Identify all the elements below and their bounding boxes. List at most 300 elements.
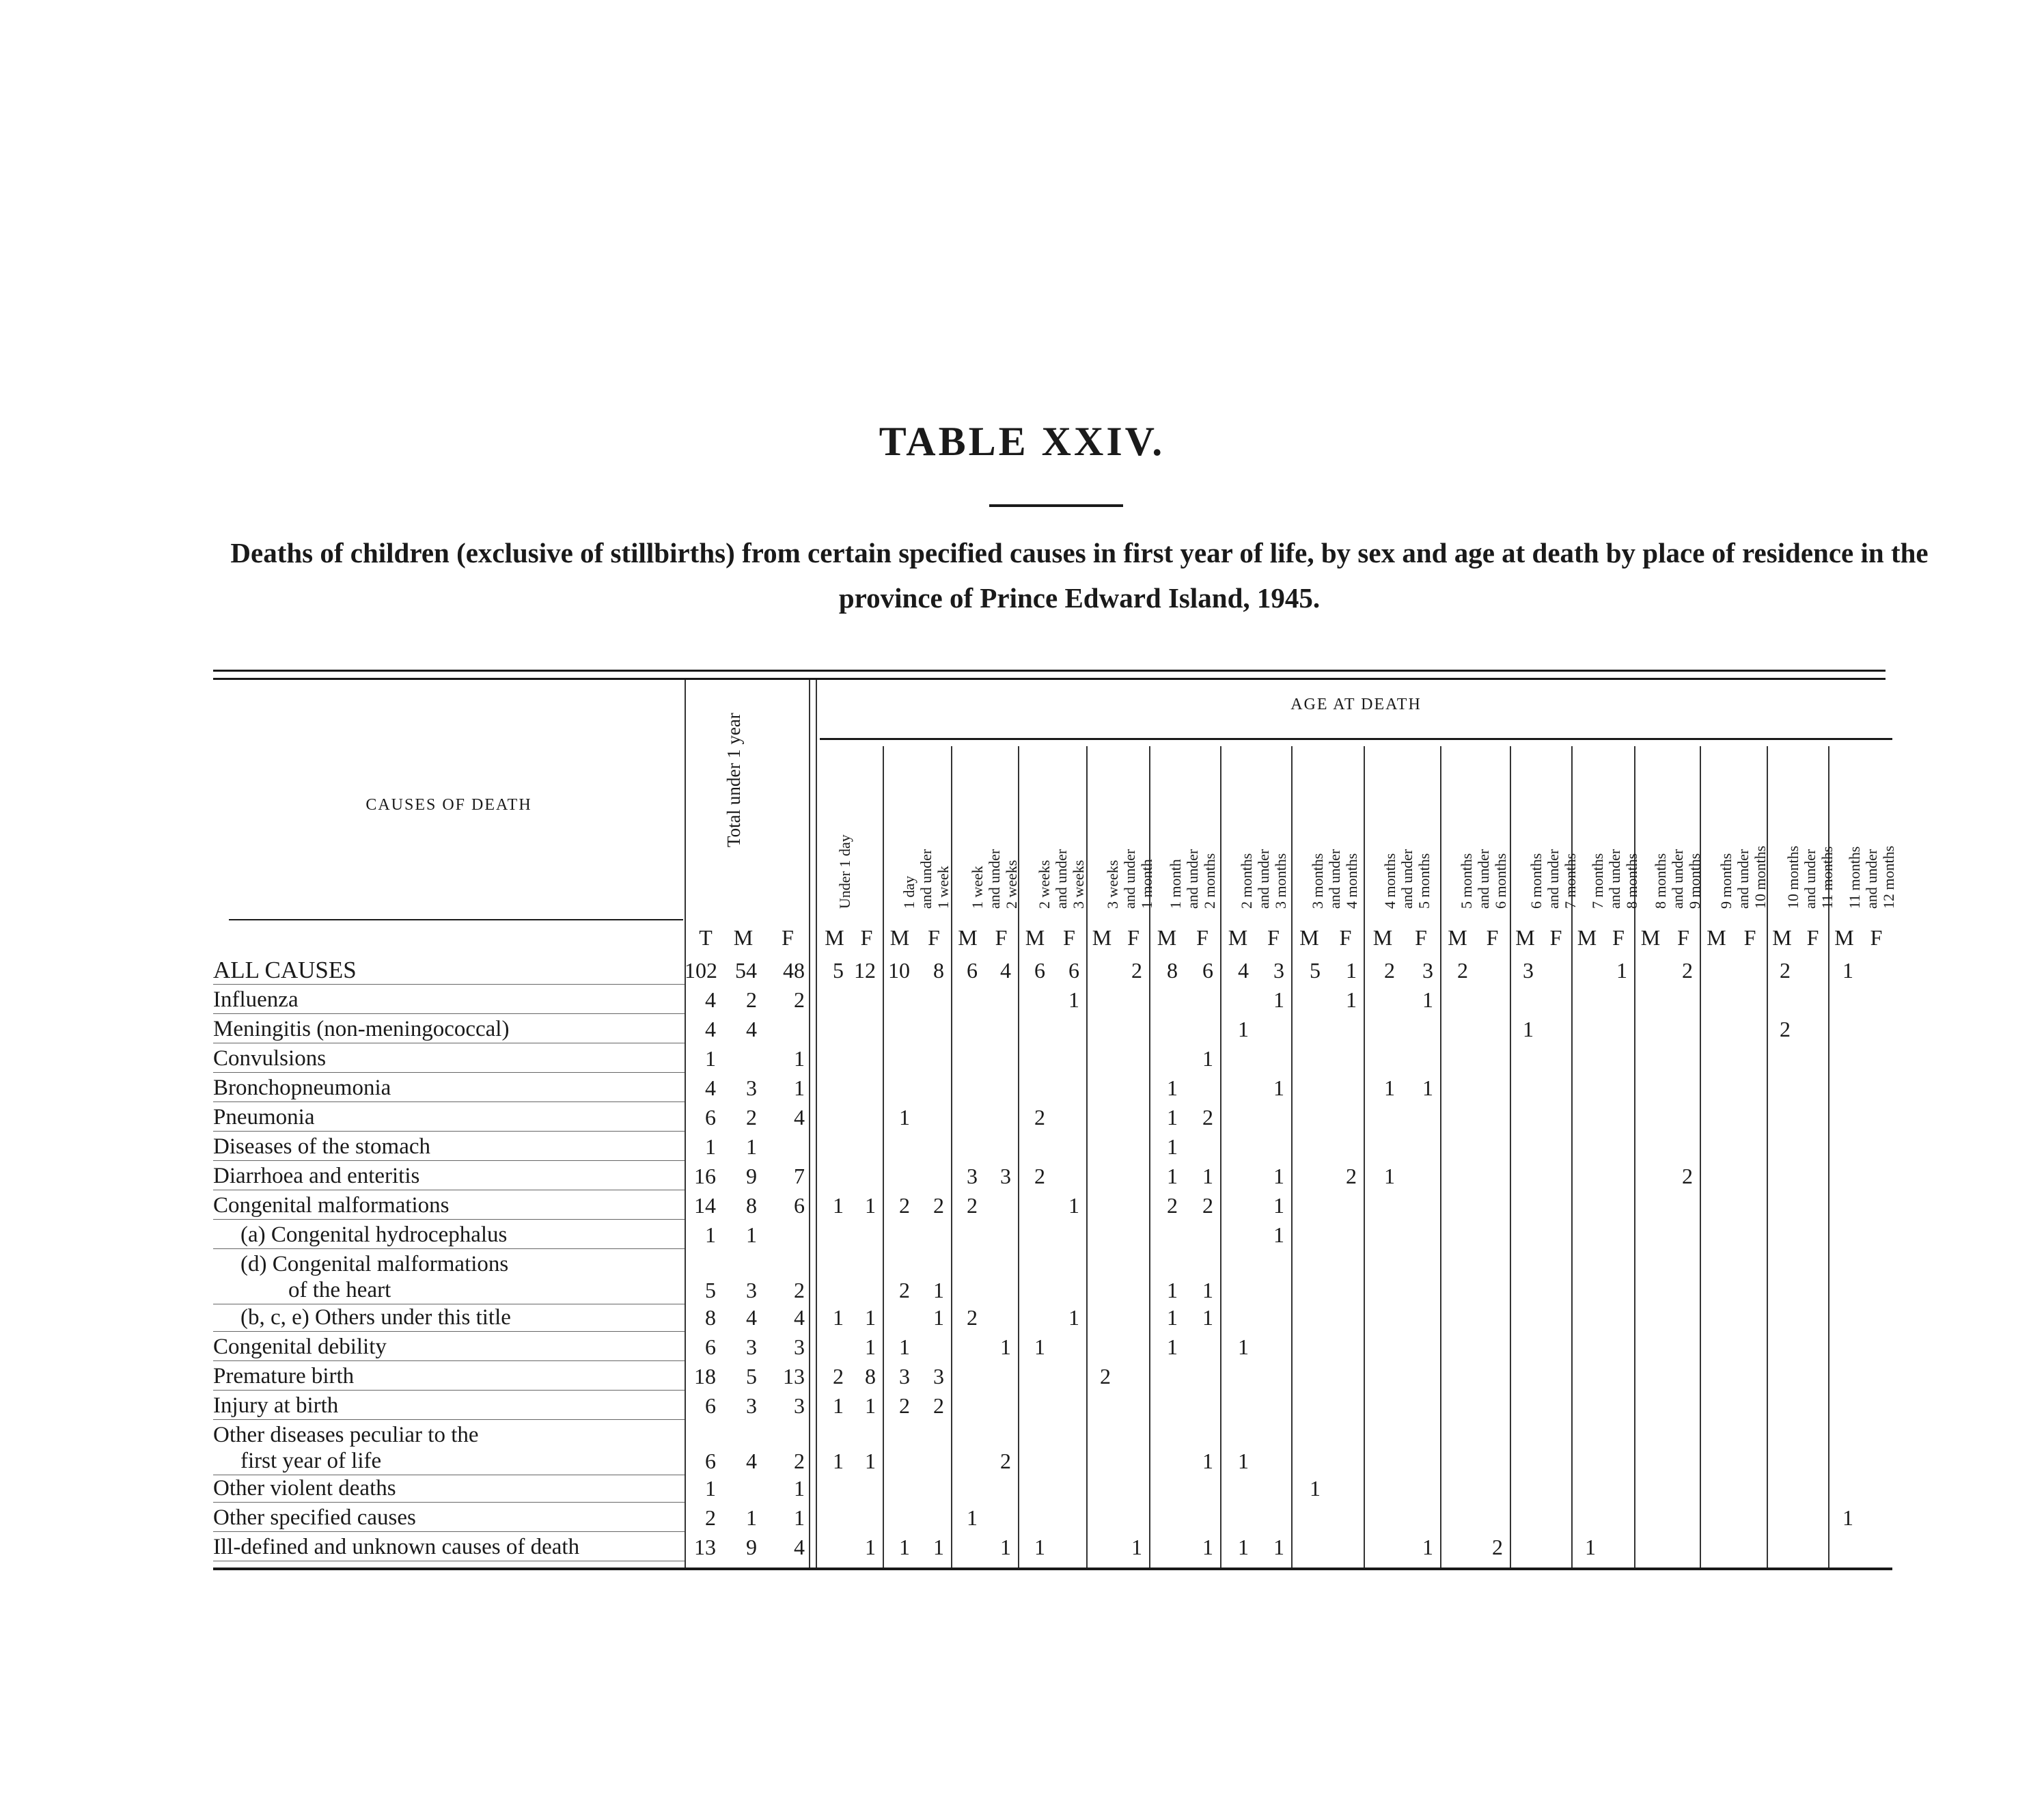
- age-group-label-line: 2 weeks: [1036, 860, 1053, 909]
- cause-label: ALL CAUSES: [213, 957, 357, 983]
- sub-header: M: [1834, 925, 1854, 950]
- table-cell: 1: [1167, 1335, 1178, 1359]
- age-group-label-line: and under: [1735, 849, 1752, 909]
- table-cell: 1: [705, 1476, 716, 1501]
- table-row: [0, 1045, 1817, 1073]
- sub-header: M: [1577, 925, 1597, 950]
- table-cell: 6: [1034, 958, 1045, 983]
- age-group-label-line: and under: [1669, 849, 1686, 909]
- row-rule: [213, 1219, 685, 1220]
- row-rule: [213, 1072, 685, 1073]
- table-cell: 14: [694, 1193, 716, 1218]
- table-cell: 1: [833, 1449, 844, 1473]
- age-group-label-line: and under: [1053, 849, 1070, 909]
- table-cell: 2: [1167, 1193, 1178, 1218]
- table-cell: 1: [1842, 1505, 1853, 1530]
- cause-label: Other specified causes: [213, 1505, 416, 1530]
- table-cell: 1: [1273, 1076, 1284, 1100]
- table-cell: 1: [1384, 1164, 1395, 1188]
- table-title: TABLE XXIV.: [879, 419, 1165, 464]
- table-cell: 4: [705, 1076, 716, 1100]
- table-cell: 1: [746, 1134, 757, 1159]
- sub-header: F: [928, 925, 940, 950]
- table-cell: 2: [1000, 1449, 1011, 1473]
- table-cell: 2: [1492, 1535, 1503, 1559]
- age-group-label-line: 8 months: [1623, 853, 1640, 909]
- table-cell: 2: [746, 987, 757, 1012]
- table-cell: 1: [705, 1222, 716, 1247]
- sub-header: M: [825, 925, 844, 950]
- table-cell: 9: [746, 1535, 757, 1559]
- age-group-label-line: 11 months: [1819, 846, 1836, 909]
- age-group-label-line: 9 months: [1717, 853, 1735, 909]
- table-cell: 2: [967, 1305, 978, 1330]
- table-cell: 1: [1238, 1449, 1249, 1473]
- cause-label: Congenital malformations: [213, 1193, 450, 1218]
- row-rule: [213, 1502, 685, 1503]
- title-rule: [989, 504, 1123, 507]
- age-group-label-line: 10 months: [1784, 845, 1801, 909]
- age-group-label-line: 3 months: [1309, 853, 1326, 909]
- age-group-label: [1036, 752, 1087, 909]
- table-cell: 13: [694, 1535, 716, 1559]
- table-cell: 1: [705, 1134, 716, 1159]
- table-cell: 2: [746, 1105, 757, 1130]
- table-cell: 1: [1523, 1017, 1534, 1041]
- table-row: [0, 957, 1853, 985]
- table-cell: 8: [1167, 958, 1178, 983]
- sub-header: M: [1515, 925, 1535, 950]
- table-cell: 1: [1202, 1278, 1213, 1302]
- age-group-label: [1784, 752, 1836, 909]
- table-cell: 1: [1842, 958, 1853, 983]
- sub-header: F: [860, 925, 873, 950]
- table-cell: 8: [746, 1193, 757, 1218]
- table-cell: 3: [1422, 958, 1433, 983]
- sub-header: M: [1640, 925, 1661, 950]
- row-rule: [213, 1390, 685, 1391]
- table-cell: 1: [794, 1476, 805, 1501]
- sub-header: F: [1127, 925, 1140, 950]
- table-cell: 1: [1167, 1076, 1178, 1100]
- table-cell: 3: [1000, 1164, 1011, 1188]
- age-group-label-line: and under: [986, 849, 1003, 909]
- sub-header: M: [889, 925, 910, 950]
- table-cell: 2: [899, 1393, 910, 1418]
- age-group-label-line: 2 months: [1238, 853, 1255, 909]
- age-group-label: [1528, 752, 1579, 909]
- cause-label: (b, c, e) Others under this title: [240, 1305, 511, 1330]
- row-rule: [213, 1419, 685, 1420]
- table-cell: 1: [1273, 1222, 1284, 1247]
- sub-header: F: [1743, 925, 1756, 950]
- age-group-label: [1717, 752, 1769, 909]
- age-group-label: [1846, 752, 1897, 909]
- table-cell: 1: [1167, 1278, 1178, 1302]
- age-group-label-line: 4 months: [1343, 853, 1360, 909]
- row-rule: [213, 1331, 685, 1332]
- table-cell: 1: [1384, 1076, 1395, 1100]
- age-group-label-line: and under: [1801, 849, 1819, 909]
- sub-header: M: [958, 925, 978, 950]
- cause-label: Influenza: [213, 987, 299, 1012]
- table-cell: 2: [794, 1278, 805, 1302]
- sub-header: F: [1806, 925, 1819, 950]
- table-cell: 1: [1273, 987, 1284, 1012]
- table-cell: 2: [1034, 1164, 1045, 1188]
- table-cell: 1: [794, 1076, 805, 1100]
- table-row: [0, 1015, 1817, 1044]
- table-cell: 48: [783, 958, 805, 983]
- table-cell: 1: [746, 1222, 757, 1247]
- table-cell: 1: [794, 1505, 805, 1530]
- table-cell: 4: [794, 1535, 805, 1559]
- table-row: [0, 1533, 1817, 1562]
- age-group-label-line: 1 week: [969, 866, 986, 909]
- table-cell: 4: [705, 987, 716, 1012]
- age-group-label: [1381, 752, 1433, 909]
- table-cell: 1: [933, 1278, 944, 1302]
- age-group-label-line: 5 months: [1415, 853, 1433, 909]
- table-cell: 2: [1780, 958, 1791, 983]
- table-row: [0, 1104, 1817, 1132]
- table-cell: 3: [1273, 958, 1284, 983]
- age-group-label: [1458, 752, 1509, 909]
- table-cell: 1: [933, 1535, 944, 1559]
- table-cell: 2: [1682, 1164, 1693, 1188]
- age-group-label-line: 5 months: [1458, 853, 1475, 909]
- table-cell: 2: [1346, 1164, 1357, 1188]
- table-cell: 3: [899, 1364, 910, 1388]
- table-cell: 1: [833, 1393, 844, 1418]
- table-cell: 1: [1238, 1535, 1249, 1559]
- table-cell: 1: [865, 1305, 876, 1330]
- cause-label: Ill-defined and unknown causes of death: [213, 1535, 580, 1559]
- table-cell: 1: [1202, 1535, 1213, 1559]
- table-cell: 18: [694, 1364, 716, 1388]
- table-cell: 4: [746, 1017, 757, 1041]
- sub-header: M: [1772, 925, 1792, 950]
- row-rule: [213, 1131, 685, 1132]
- bottom-rule: [213, 1568, 1892, 1570]
- table-cell: 1: [1238, 1017, 1249, 1041]
- cause-label: Bronchopneumonia: [213, 1076, 391, 1100]
- table-cell: 1: [1310, 1476, 1321, 1501]
- table-cell: 4: [705, 1017, 716, 1041]
- table-row: [0, 1162, 1817, 1191]
- table-cell: 1: [1068, 1193, 1079, 1218]
- table-cell: 10: [888, 958, 910, 983]
- table-cell: 102: [685, 958, 717, 983]
- table-cell: 6: [967, 958, 978, 983]
- table-cell: 1: [1167, 1305, 1178, 1330]
- table-cell: 3: [794, 1393, 805, 1418]
- table-cell: 3: [933, 1364, 944, 1388]
- table-cell: 3: [746, 1076, 757, 1100]
- table-cell: 4: [1238, 958, 1249, 983]
- sub-header: M: [1372, 925, 1393, 950]
- table-cell: 2: [1384, 958, 1395, 983]
- age-group-label-line: 1 month: [1138, 859, 1155, 909]
- table-cell: 6: [705, 1105, 716, 1130]
- age-group-label-line: 7 months: [1589, 853, 1606, 909]
- table-cell: 12: [854, 958, 876, 983]
- table-cell: 5: [746, 1364, 757, 1388]
- row-rule: [213, 1248, 685, 1249]
- table-cell: 8: [865, 1364, 876, 1388]
- table-cell: 1: [1131, 1535, 1142, 1559]
- table-cell: 1: [1422, 987, 1433, 1012]
- sub-header: M: [733, 925, 754, 950]
- sub-header: M: [1157, 925, 1177, 950]
- table-row: [0, 1074, 1817, 1103]
- cause-label: Pneumonia: [213, 1105, 315, 1130]
- table-row: [0, 1250, 1817, 1305]
- table-cell: 4: [746, 1449, 757, 1473]
- table-row: [0, 1333, 1817, 1362]
- table-row: [0, 1392, 1817, 1421]
- sub-header: M: [1092, 925, 1112, 950]
- table-row: [0, 1504, 1853, 1533]
- sub-header: F: [1870, 925, 1883, 950]
- table-cell: 2: [794, 1449, 805, 1473]
- table-cell: 4: [794, 1305, 805, 1330]
- age-group-label-line: and under: [1863, 849, 1880, 909]
- table-cell: 3: [967, 1164, 978, 1188]
- sub-header: F: [1063, 925, 1075, 950]
- age-group-label-line: and under: [917, 849, 935, 909]
- table-cell: 6: [705, 1335, 716, 1359]
- table-cell: 1: [833, 1193, 844, 1218]
- table-cell: 1: [794, 1046, 805, 1071]
- sub-header: F: [1267, 925, 1280, 950]
- age-group-label-line: 10 months: [1752, 845, 1769, 909]
- age-group-label-line: 11 months: [1846, 846, 1863, 909]
- table-cell: 6: [794, 1193, 805, 1218]
- table-cell: 1: [1167, 1134, 1178, 1159]
- table-cell: 1: [1238, 1335, 1249, 1359]
- table-cell: 2: [899, 1278, 910, 1302]
- table-cell: 1: [865, 1535, 876, 1559]
- table-cell: 3: [746, 1393, 757, 1418]
- top-rule: [213, 670, 1886, 672]
- cause-label: Other violent deaths: [213, 1476, 396, 1501]
- causes-header-rule: [229, 919, 683, 920]
- table-row: [0, 1304, 1817, 1332]
- table-cell: 1: [1202, 1164, 1213, 1188]
- age-group-label-line: 1 week: [935, 866, 952, 909]
- cause-label: (d) Congenital malformations: [240, 1252, 509, 1276]
- age-group-label-line: and under: [1545, 849, 1562, 909]
- table-cell: 1: [1346, 987, 1357, 1012]
- table-cell: 1: [1422, 1535, 1433, 1559]
- causes-header: CAUSES OF DEATH: [365, 796, 532, 814]
- table-cell: 3: [1523, 958, 1534, 983]
- table-cell: 2: [1034, 1105, 1045, 1130]
- table-cell: 1: [967, 1505, 978, 1530]
- table-cell: 3: [746, 1335, 757, 1359]
- table-cell: 1: [1202, 1449, 1213, 1473]
- table-row: [0, 1475, 1817, 1503]
- table-cell: 54: [735, 958, 757, 983]
- table-cell: 6: [1202, 958, 1213, 983]
- top-rule: [213, 678, 1886, 680]
- table-cell: 2: [1780, 1017, 1791, 1041]
- cause-label-continued: first year of life: [240, 1449, 382, 1473]
- table-cell: 2: [899, 1193, 910, 1218]
- table-cell: 3: [794, 1335, 805, 1359]
- sub-header: F: [1612, 925, 1625, 950]
- table-cell: 1: [1422, 1076, 1433, 1100]
- table-cell: 13: [783, 1364, 805, 1388]
- table-cell: 1: [1068, 987, 1079, 1012]
- sub-header: F: [1549, 925, 1562, 950]
- table-cell: 1: [1000, 1335, 1011, 1359]
- table-cell: 1: [899, 1335, 910, 1359]
- table-cell: 1: [1034, 1535, 1045, 1559]
- age-group-label-line: 1 day: [900, 875, 917, 909]
- age-group-label-line: 2 weeks: [1003, 860, 1020, 909]
- table-cell: 1: [899, 1105, 910, 1130]
- age-group-label-line: and under: [1475, 849, 1492, 909]
- age-group-label-line: and under: [1184, 849, 1201, 909]
- table-cell: 1: [865, 1335, 876, 1359]
- table-cell: 2: [967, 1193, 978, 1218]
- sub-header: M: [1228, 925, 1248, 950]
- table-cell: 1: [1346, 958, 1357, 983]
- sub-header: F: [1415, 925, 1427, 950]
- age-group-label-line: and under: [1326, 849, 1343, 909]
- age-group-label: [969, 752, 1020, 909]
- age-group-label-line: and under: [1606, 849, 1623, 909]
- row-rule: [213, 1160, 685, 1161]
- cause-label: Diseases of the stomach: [213, 1134, 430, 1159]
- table-cell: 16: [694, 1164, 716, 1188]
- table-cell: 5: [833, 958, 844, 983]
- table-cell: 4: [746, 1305, 757, 1330]
- table-cell: 2: [1100, 1364, 1111, 1388]
- table-cell: 7: [794, 1164, 805, 1188]
- table-cell: 1: [865, 1449, 876, 1473]
- table-cell: 1: [1273, 1164, 1284, 1188]
- table-cell: 1: [833, 1305, 844, 1330]
- table-cell: 1: [1202, 1305, 1213, 1330]
- table-cell: 5: [1310, 958, 1321, 983]
- table-cell: 1: [1000, 1535, 1011, 1559]
- cause-label: Premature birth: [213, 1364, 355, 1388]
- table-cell: 2: [1202, 1193, 1213, 1218]
- age-group-label: [1167, 752, 1218, 909]
- sub-header: M: [1025, 925, 1045, 950]
- age-group-label: [1238, 752, 1289, 909]
- table-cell: 2: [833, 1364, 844, 1388]
- age-group-label: [1589, 752, 1640, 909]
- table-cell: 2: [1682, 958, 1693, 983]
- row-rule: [213, 1101, 685, 1102]
- table-row: [0, 1133, 1817, 1162]
- table-cell: 1: [1202, 1046, 1213, 1071]
- table-cell: 1: [1616, 958, 1627, 983]
- row-rule: [213, 984, 685, 985]
- table-cell: 1: [746, 1505, 757, 1530]
- age-group-label-line: 9 months: [1686, 853, 1703, 909]
- table-row: [0, 1421, 1817, 1476]
- age-group-label-line: 4 months: [1381, 853, 1398, 909]
- sub-header: F: [1196, 925, 1209, 950]
- table-cell: 2: [933, 1393, 944, 1418]
- age-group-label-line: and under: [1255, 849, 1272, 909]
- table-cell: 5: [705, 1278, 716, 1302]
- table-cell: 4: [1000, 958, 1011, 983]
- sub-header: F: [1486, 925, 1499, 950]
- table-cell: 1: [1167, 1105, 1178, 1130]
- sub-header: F: [782, 925, 794, 950]
- table-cell: 6: [1068, 958, 1079, 983]
- row-rule: [213, 1013, 685, 1014]
- table-subtitle: Deaths of children (exclusive of stillbirths) from certain specified causes in first year of life, by sex and age at death by place of residence in the province of Prince Edward Island, 1945.: [230, 537, 1929, 614]
- age-group-label-line: 7 months: [1562, 853, 1579, 909]
- age-group-label-line: and under: [1398, 849, 1415, 909]
- sub-header: T: [699, 925, 713, 950]
- age-at-death-header: AGE AT DEATH: [1290, 696, 1422, 713]
- age-group-label-line: 12 months: [1880, 845, 1897, 909]
- cause-label: Injury at birth: [213, 1393, 339, 1418]
- cause-label-continued: of the heart: [288, 1278, 391, 1302]
- table-cell: 9: [746, 1164, 757, 1188]
- age-group-label: [836, 752, 853, 909]
- table-cell: 1: [1068, 1305, 1079, 1330]
- age-group-label-line: 6 months: [1528, 853, 1545, 909]
- row-rule: [213, 1360, 685, 1361]
- table-row: [0, 1363, 1817, 1391]
- sub-header: M: [1448, 925, 1467, 950]
- table-row: [0, 1192, 1817, 1220]
- age-group-label-line: 2 months: [1201, 853, 1218, 909]
- cause-label: Meningitis (non-meningococcal): [213, 1017, 510, 1041]
- table-cell: 1: [865, 1193, 876, 1218]
- cause-label: Other diseases peculiar to the: [213, 1423, 479, 1447]
- table-cell: 2: [933, 1193, 944, 1218]
- table-cell: 1: [1273, 1535, 1284, 1559]
- sub-header: F: [1339, 925, 1352, 950]
- age-group-label-line: 1 month: [1167, 859, 1184, 909]
- age-group-label: [1104, 752, 1155, 909]
- age-group-label-line: 8 months: [1652, 853, 1669, 909]
- age-group-label-line: 6 months: [1492, 853, 1509, 909]
- age-group-label-line: 3 weeks: [1104, 860, 1121, 909]
- age-header-rule: [820, 738, 1892, 740]
- table-cell: 1: [1167, 1164, 1178, 1188]
- age-group-label-line: and under: [1121, 849, 1138, 909]
- sub-header: F: [995, 925, 1008, 950]
- cause-label: Convulsions: [213, 1046, 327, 1071]
- table-cell: 1: [899, 1535, 910, 1559]
- age-group-label: [900, 752, 952, 909]
- age-group-label-line: Under 1 day: [836, 834, 853, 909]
- sub-header: M: [1299, 925, 1319, 950]
- cause-label: (a) Congenital hydrocephalus: [240, 1222, 508, 1247]
- table-cell: 2: [1457, 958, 1468, 983]
- table-cell: 1: [865, 1393, 876, 1418]
- table-cell: 1: [933, 1305, 944, 1330]
- table-cell: 2: [705, 1505, 716, 1530]
- sub-header: F: [1677, 925, 1689, 950]
- age-group-label-line: 3 weeks: [1070, 860, 1087, 909]
- cause-label: Diarrhoea and enteritis: [213, 1164, 420, 1188]
- age-group-label: [1652, 752, 1703, 909]
- table-cell: 4: [794, 1105, 805, 1130]
- age-group-label-line: 3 months: [1272, 853, 1289, 909]
